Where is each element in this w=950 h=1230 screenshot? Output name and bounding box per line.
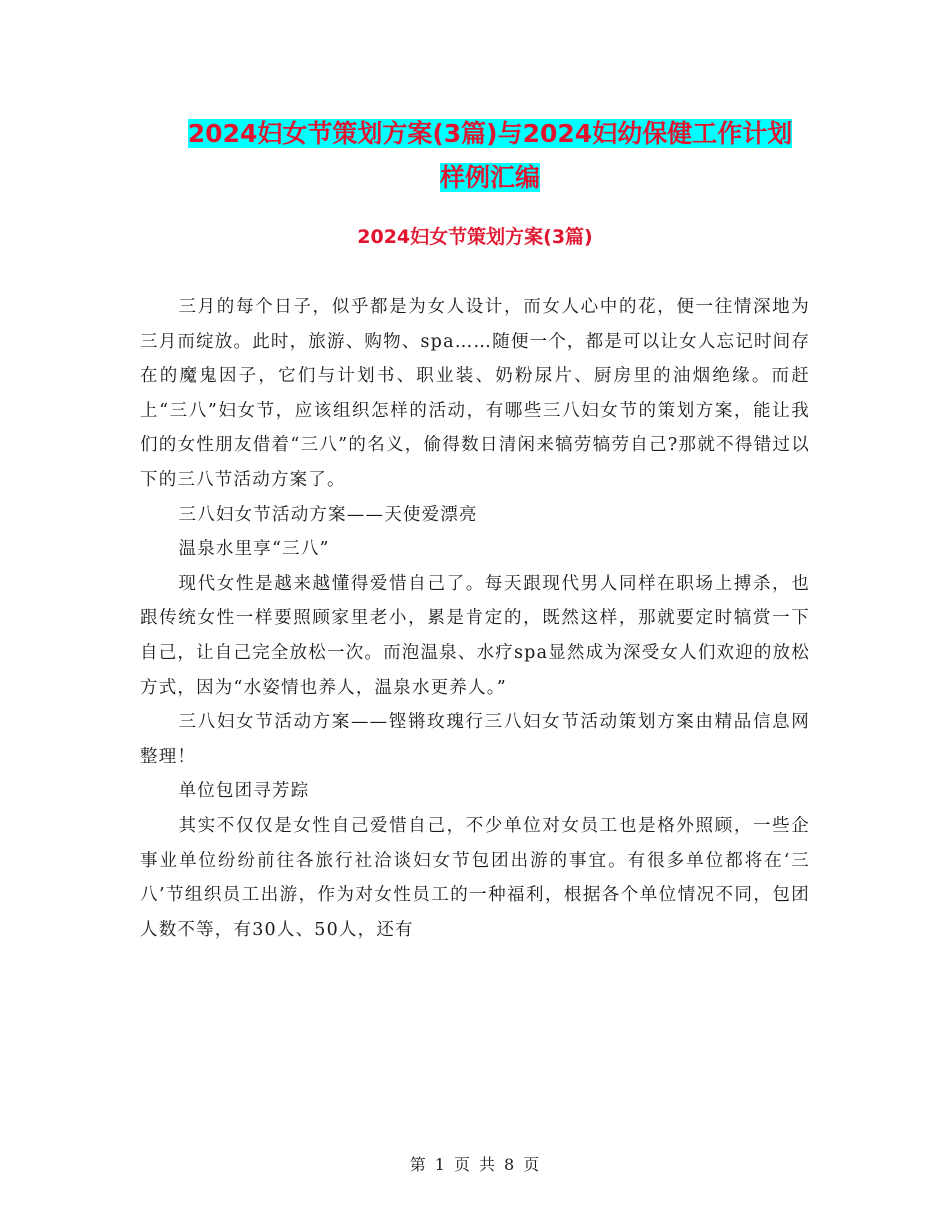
body-paragraph: 三八妇女节活动方案——天使爱漂亮 xyxy=(178,504,478,525)
body-paragraph: 单位包团寻芳踪 xyxy=(178,781,310,802)
document-title-line-2: 样例汇编 xyxy=(439,163,540,192)
body-paragraph: 三八妇女节活动方案——铿锵玫瑰行三八妇女节活动策划方案由精品信息网整理！ xyxy=(140,712,810,767)
footer-label-unit-2: 页 xyxy=(523,1155,541,1174)
section-heading: 2024妇女节策划方案(3篇) xyxy=(357,226,593,248)
body-paragraph: 三月的每个日子，似乎都是为女人设计，而女人心中的花，便一往情深地为三月而绽放。此时，旅游、购物、spa……随便一个，都是可以让女人忘记时间存在的魔鬼因子，它们与计划书、职业装、奶粉尿片、厨房里的油烟绝缘。而赶上“三八”妇女节，应该组织怎样的活动，有哪些三八妇女节的策划方案，能让我们的女性朋友借着“三八”的名义，偷得数日清闲来犒劳犒劳自己?那就不得错过以下的三八节活动方案了。 xyxy=(140,297,811,490)
body-paragraph: 温泉水里享“三八” xyxy=(178,539,330,560)
body-paragraph: 其实不仅仅是女性自己爱惜自己，不少单位对女员工也是格外照顾，一些企事业单位纷纷前往各旅行社洽谈妇女节包团出游的事宜。有很多单位都将在‘三八’节组织员工出游，作为对女性员工的一种福利，根据各个单位情况不同，包团人数不等，有30人、50人，还有 xyxy=(140,815,810,940)
footer-total-pages: 8 xyxy=(504,1155,516,1174)
page-number-footer xyxy=(0,1152,950,1175)
footer-current-page: 1 xyxy=(434,1155,446,1174)
document-title xyxy=(140,112,840,200)
footer-label-page: 第 xyxy=(409,1155,427,1174)
footer-label-total: 共 xyxy=(479,1155,497,1174)
body-paragraph: 现代女性是越来越懂得爱惜自己了。每天跟现代男人同样在职场上搏杀，也跟传统女性一样要照顾家里老小，累是肯定的，既然这样，那就要定时犒赏一下自己，让自己完全放松一次。而泡温泉、水疗spa显然成为深受女人们欢迎的放松方式，因为“水姿情也养人，温泉水更养人。” xyxy=(140,573,811,698)
document-body xyxy=(140,290,810,947)
document-title-line-1: 2024妇女节策划方案(3篇)与2024妇幼保健工作计划 xyxy=(187,119,793,148)
footer-label-unit: 页 xyxy=(453,1155,471,1174)
